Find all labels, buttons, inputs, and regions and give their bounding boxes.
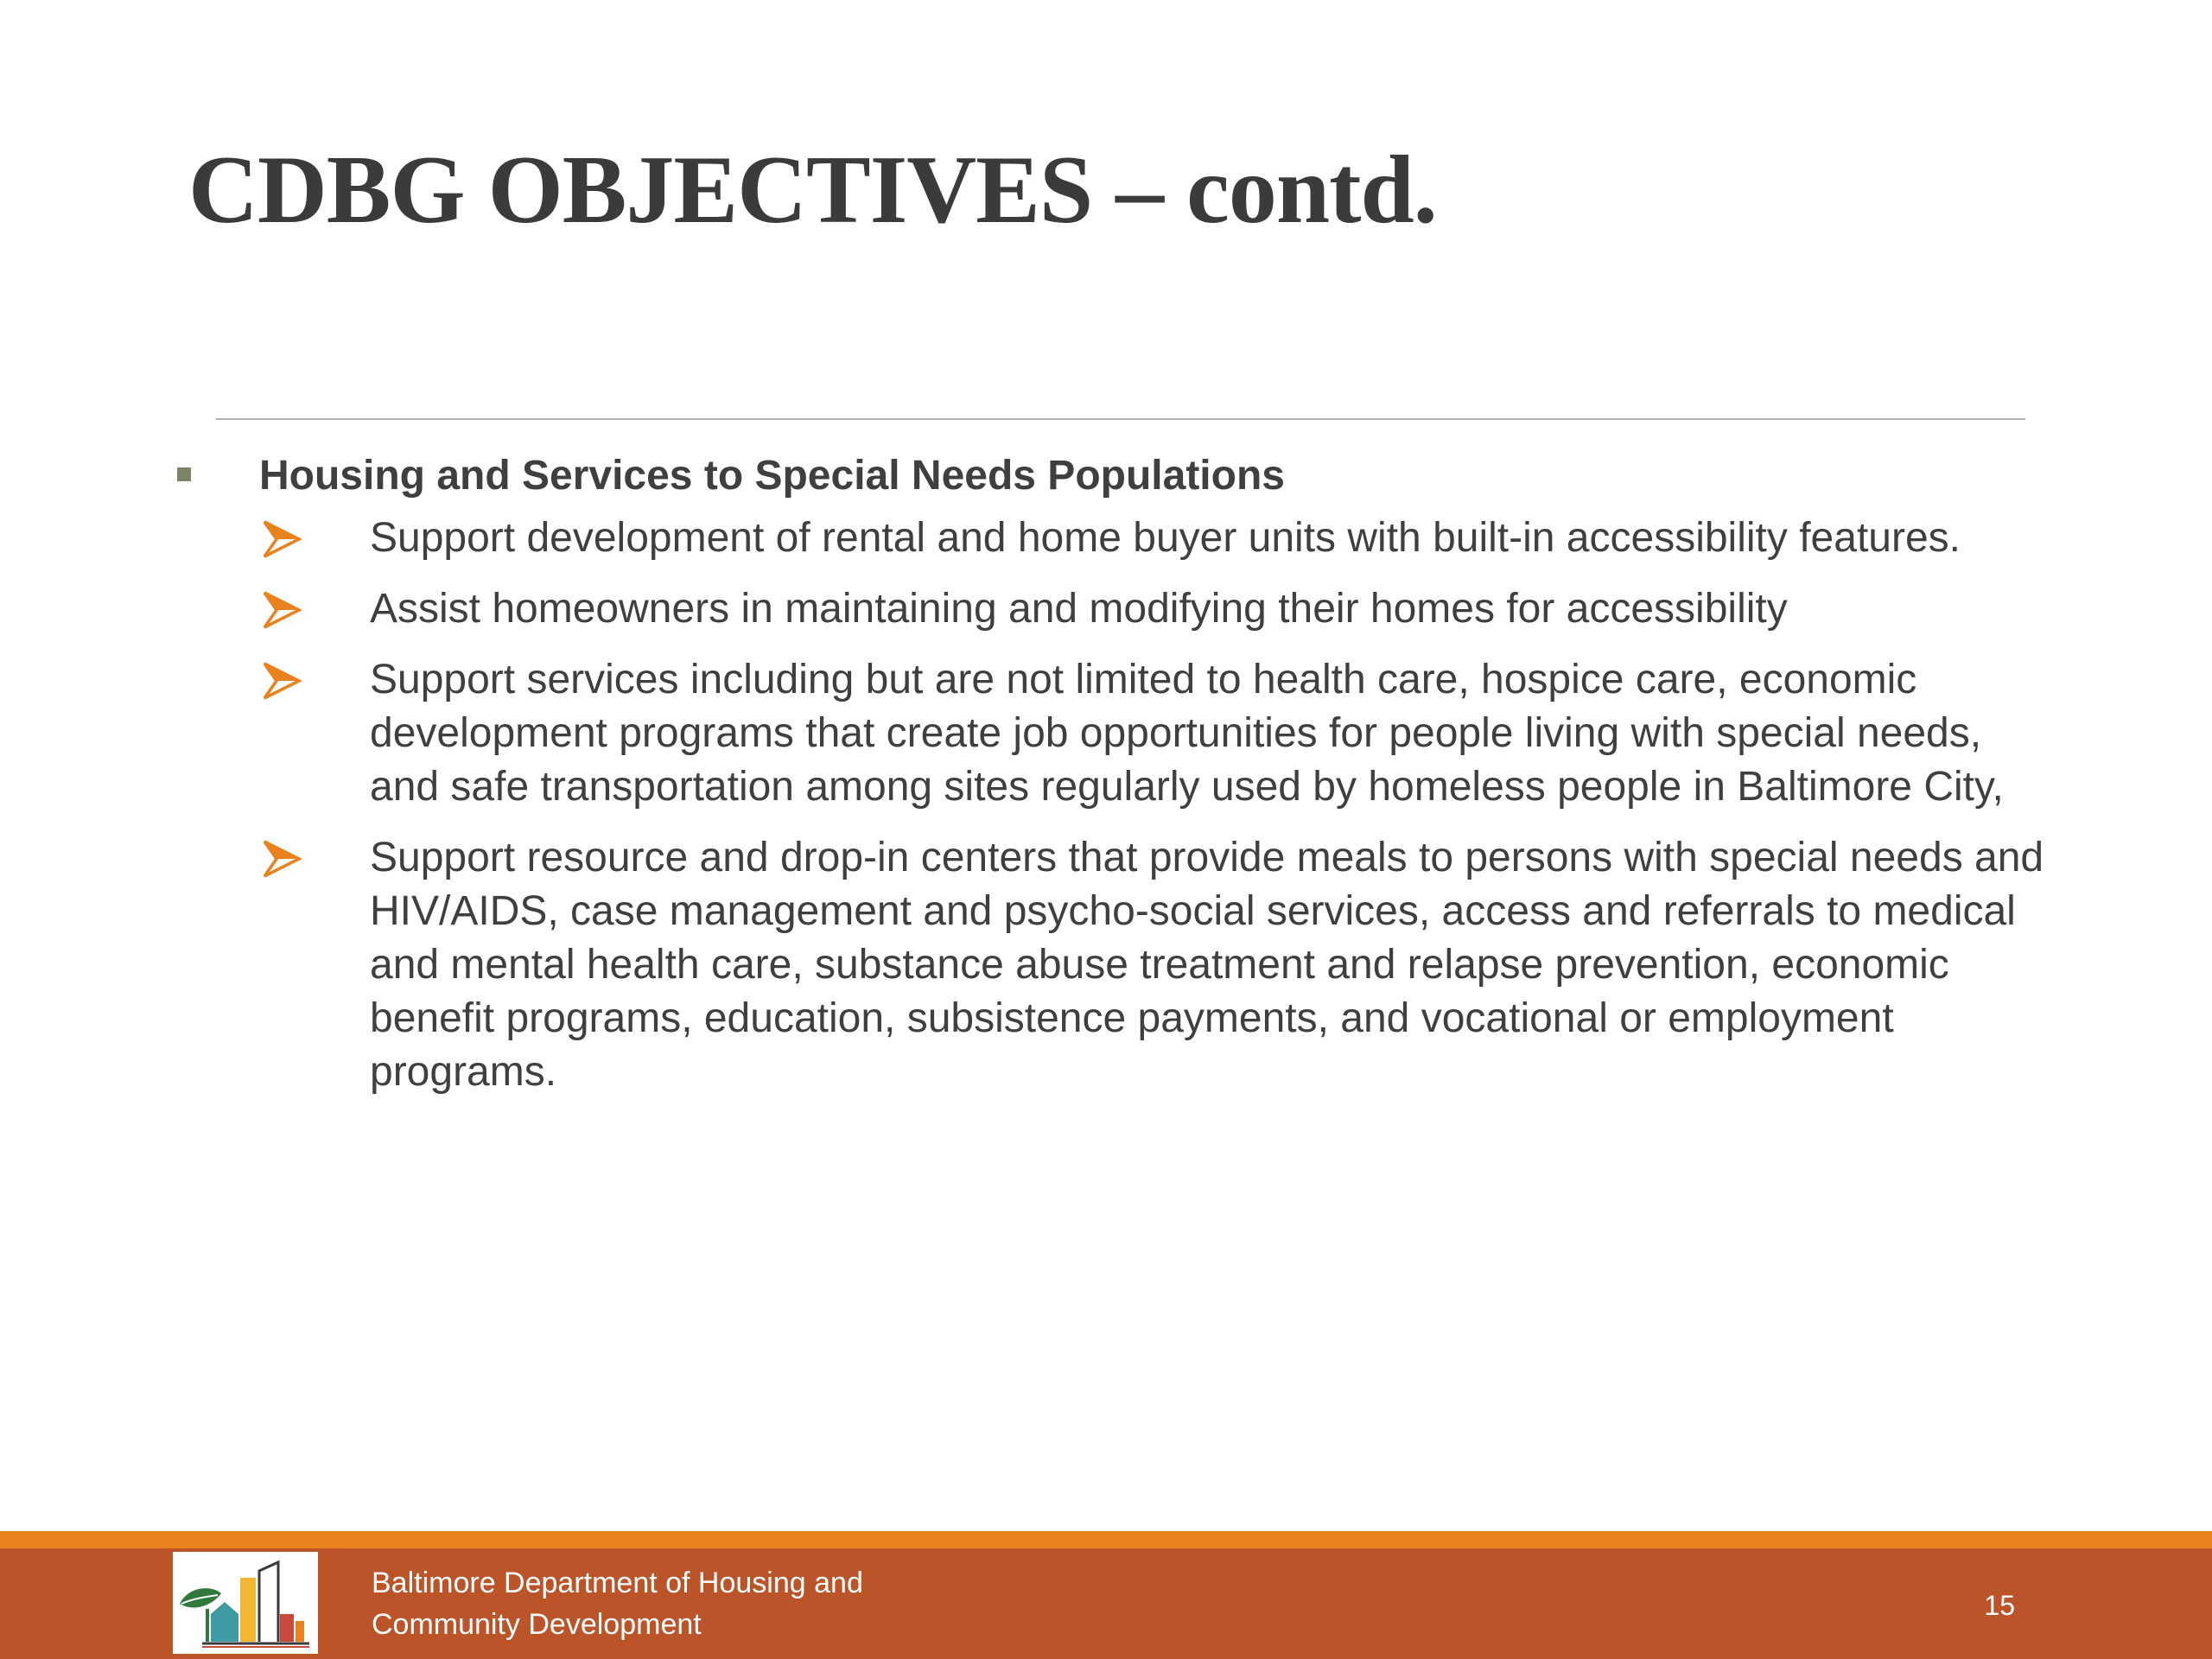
slide-page-number: 15	[1984, 1590, 2015, 1621]
title-divider	[216, 418, 2025, 420]
slide-title: CDBG OBJECTIVES – contd.	[188, 137, 1437, 244]
arrowhead-bullet-icon	[261, 589, 302, 631]
footer-org-line-2: Community Development	[372, 1608, 702, 1641]
footer-band	[0, 1548, 2212, 1659]
bullet-level-1	[173, 449, 2056, 503]
logo-graphic	[173, 1552, 318, 1654]
footer-organization-name	[372, 1562, 976, 1645]
footer-org-line-1: Baltimore Department of Housing and	[372, 1567, 863, 1599]
arrowhead-bullet-icon	[261, 518, 302, 560]
sub-bullet-item	[173, 582, 2056, 636]
sub-bullet-list	[173, 512, 2056, 1099]
sub-bullet-text: Support development of rental and home buyer units with built-in accessibility features.	[370, 515, 1961, 561]
bullet-heading: Housing and Services to Special Needs Populations	[259, 453, 1285, 499]
slide-content	[173, 449, 2056, 1116]
arrowhead-bullet-icon	[261, 838, 302, 880]
sub-bullet-text: Assist homeowners in maintaining and modifying their homes for accessibility	[370, 586, 1788, 632]
sub-bullet-item	[173, 653, 2056, 814]
arrowhead-bullet-icon	[261, 660, 302, 702]
sub-bullet-text: Support services including but are not limited to health care, hospice care, economic development programs that create job opportunities for people living with special needs, and safe transportation among sites regularly used by homeless people in Baltimore City,	[370, 657, 2004, 810]
city-buildings-leaf-logo	[173, 1552, 318, 1654]
sub-bullet-text: Support resource and drop-in centers that provide meals to persons with special needs and HIV/AIDS, case management and psycho-social services, access and referrals to medical and mental health care, substance abuse treatment and relapse prevention, economic benefit programs, education, subsistence payments, and vocational or employment programs.	[370, 835, 2044, 1095]
square-bullet-icon	[177, 467, 191, 481]
sub-bullet-item	[173, 831, 2056, 1099]
footer-accent-stripe	[0, 1531, 2212, 1548]
sub-bullet-item	[173, 512, 2056, 565]
